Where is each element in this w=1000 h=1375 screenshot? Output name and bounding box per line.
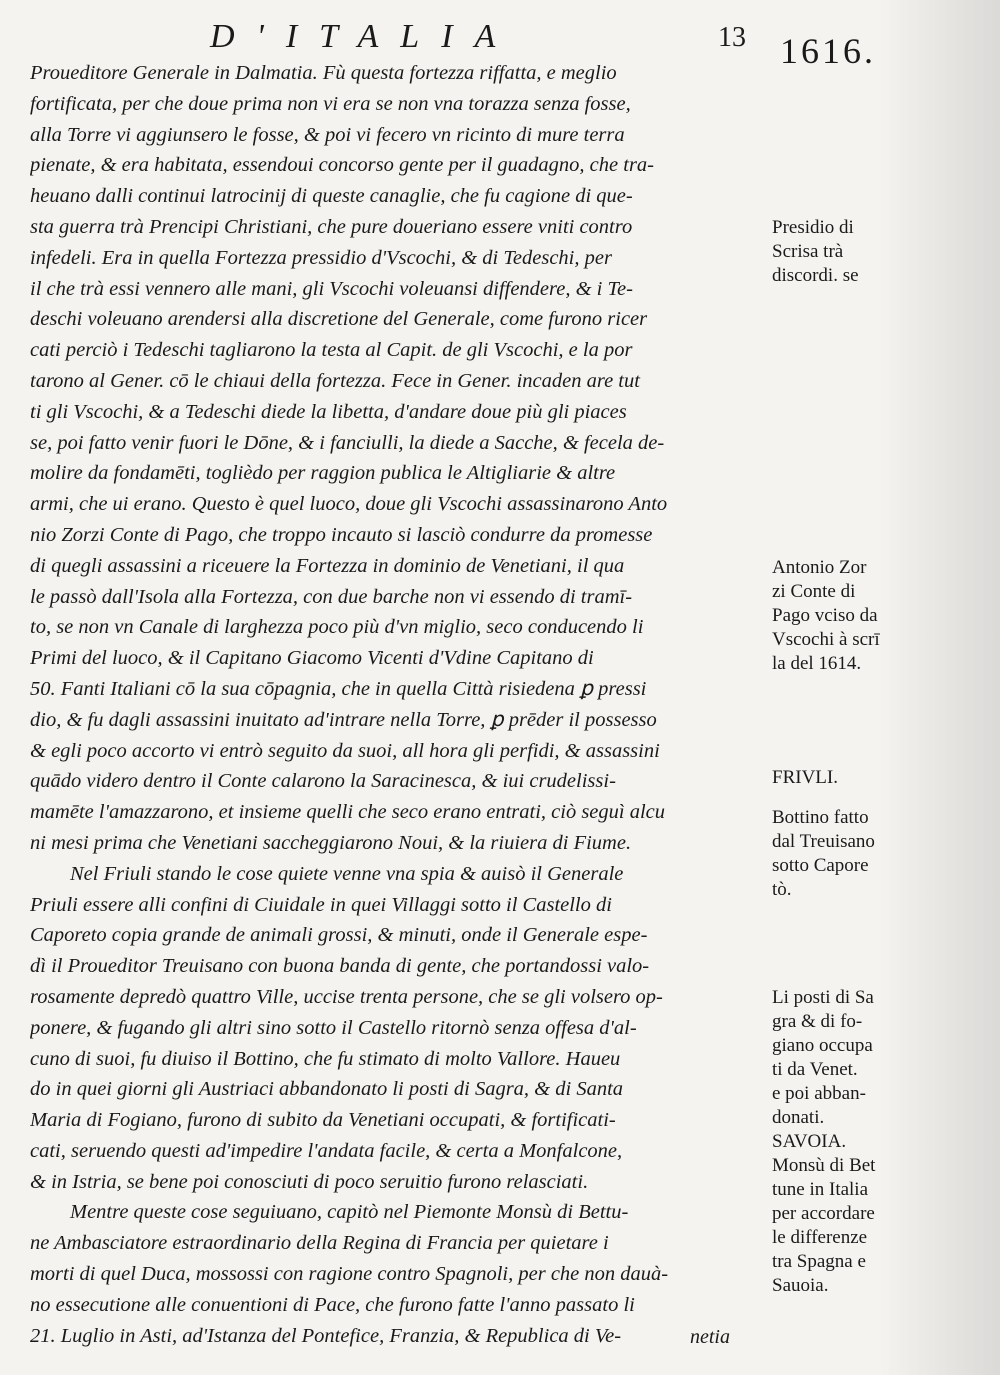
margin-note-line: per accordare	[772, 1203, 875, 1224]
year-heading: 1616.	[780, 31, 876, 71]
body-line: mamēte l'amazzarono, et insieme quelli che seco erano entrati, ciò seguì alcu	[30, 801, 666, 824]
body-line: nio Zorzi Conte di Pago, che troppo incauto si lasciò condurre da promesse	[30, 523, 653, 546]
body-line: cati perciò i Tedeschi tagliarono la testa al Capit. de gli Vscochi, e la por	[30, 339, 633, 362]
margin-note-line: gra & di fo-	[772, 1011, 863, 1032]
margin-note-line: sotto Capore	[772, 855, 869, 876]
body-line: deschi voleuano arendersi alla discretione del Generale, come furono ricer	[30, 308, 648, 331]
body-line: ti gli Vscochi, & a Tedeschi diede la libetta, d'andare doue più gli piaces	[30, 400, 627, 423]
body-line: il che trà essi vennero alle mani, gli Vscochi voleuansi diffendere, & i Te-	[30, 277, 633, 300]
body-line: & in Istria, se bene poi conosciuti di poco seruitio furono relasciati.	[30, 1170, 589, 1193]
body-line: le passò dall'Isola alla Fortezza, con due barche non vi essendo di tramī-	[30, 585, 633, 608]
margin-note-line: Pago vciso da	[772, 605, 878, 626]
margin-note-line: donati.	[772, 1107, 825, 1128]
margin-note-line: zi Conte di	[772, 581, 856, 602]
body-line: to, se non vn Canale di larghezza poco più d'vn miglio, seco conducendo li	[30, 616, 644, 639]
margin-note-line: ti da Venet.	[772, 1059, 858, 1080]
body-line: dio, & fu dagli assassini inuitato ad'intrare nella Torre, ꝑ prēder il possesso	[30, 708, 657, 731]
body-line: Primi del luoco, & il Capitano Giacomo Vicenti d'Vdine Capitano di	[30, 647, 594, 670]
body-line: heuano dalli continui latrocinij di queste canaglie, che fu cagione di que-	[30, 185, 633, 208]
margin-note-line: tra Spagna e	[772, 1251, 866, 1272]
body-line: molire da fondamēti, toglièdo per raggion publica le Altigliarie & altre	[30, 462, 616, 485]
body-line: quādo videro dentro il Conte calarono la Saracinesca, & iui crudelissi-	[30, 770, 616, 793]
margin-note-bettune	[772, 1154, 982, 1298]
margin-note-line: e poi abban-	[772, 1083, 866, 1104]
body-line: Nel Friuli stando le cose quiete venne vna spia & auisò il Generale	[70, 862, 624, 885]
margin-note-presidio	[772, 216, 982, 288]
margin-note-line: tò.	[772, 879, 792, 900]
body-line: ne Ambasciatore estraordinario della Regina di Francia per quietare i	[30, 1232, 609, 1255]
body-line: se, poi fatto venir fuori le Dōne, & i fanciulli, la diede a Sacche, & fecela de-	[30, 431, 665, 454]
body-line: do in quei giorni gli Austriaci abbandonato li posti di Sagra, & di Santa	[30, 1078, 624, 1101]
margin-note-line: Scrisa trà	[772, 241, 844, 262]
body-line: di quegli assassini a riceuere la Fortezza in dominio de Venetiani, il qua	[30, 554, 625, 577]
body-line: armi, che ui erano. Questo è quel luoco, doue gli Vscochi assassinarono Anto	[30, 493, 668, 516]
body-line: dì il Proueditor Treuisano con buona banda di gente, che portandossi valo-	[30, 955, 650, 978]
margin-note-savoia	[772, 1130, 982, 1154]
margin-note-posti	[772, 986, 982, 1130]
margin-note-line: Li posti di Sa	[772, 987, 874, 1008]
body-line: alla Torre vi aggiunsero le fosse, & poi vi fecero vn ricinto di mure terra	[30, 123, 625, 146]
body-line: tarono al Gener. cō le chiaui della fortezza. Fece in Gener. incaden are tut	[30, 369, 640, 392]
margin-note-line: Presidio di	[772, 217, 854, 238]
running-title: D'ITALIA	[210, 18, 518, 55]
margin-note-line: le differenze	[772, 1227, 868, 1248]
body-line: sta guerra trà Prencipi Christiani, che pure doueriano essere vniti contro	[30, 215, 633, 238]
body-line: Maria di Fogiano, furono di subito da Venetiani occupati, & fortificati-	[30, 1109, 616, 1132]
body-line: Proueditore Generale in Dalmatia. Fù questa fortezza riffatta, e meglio	[30, 62, 617, 84]
body-line: cuno di suoi, fu diuiso il Bottino, che fu stimato di molto Vallore. Haueu	[30, 1047, 621, 1070]
margin-note-zorzi	[772, 556, 982, 676]
body-line: infedeli. Era in quella Fortezza pressidio d'Vscochi, & di Tedeschi, per	[30, 246, 612, 269]
body-line: & egli poco accorto vi entrò seguito da suoi, all hora gli perfidi, & assassini	[30, 739, 660, 762]
margin-note-line: FRIVLI.	[772, 767, 838, 788]
body-line: Priuli essere alli confini di Ciuidale in quei Villaggi sotto il Castello di	[30, 893, 612, 916]
margin-note-line: Monsù di Bet	[772, 1155, 876, 1176]
body-line: Caporeto copia grande de animali grossi, & minuti, onde il Generale espe-	[30, 924, 648, 947]
margin-note-line: Bottino fatto	[772, 807, 869, 828]
body-line: Mentre queste cose seguiuano, capitò nel Piemonte Monsù di Bettu-	[70, 1201, 629, 1224]
body-line: ponere, & fugando gli altri sino sotto il Castello ritornò senza offesa d'al-	[30, 1016, 637, 1039]
margin-note-line: Antonio Zor	[772, 557, 867, 578]
body-line: no essecutione alle conuentioni di Pace, che furono fatte l'anno passato li	[30, 1293, 635, 1316]
margin-note-line: dal Treuisano	[772, 831, 875, 852]
margin-note-line: discordi. se	[772, 265, 859, 286]
margin-note-line: SAVOIA.	[772, 1131, 847, 1152]
body-line: pienate, & era habitata, essendoui concorso gente per il guadagno, che tra-	[30, 154, 655, 177]
margin-note-line: Vscochi à scrī	[772, 629, 880, 650]
body-line: morti di quel Duca, mossossi con ragione contro Spagnoli, per che non dauà-	[30, 1263, 669, 1286]
body-line: 21. Luglio in Asti, ad'Istanza del Pontefice, Franzia, & Republica di Ve-	[30, 1324, 622, 1347]
margin-note-line: tune in Italia	[772, 1179, 869, 1200]
margin-note-line: la del 1614.	[772, 653, 862, 674]
margin-note-friuli	[772, 766, 982, 790]
body-line: 50. Fanti Italiani cō la sua cōpagnia, che in quella Città risiedena ꝑ pressi	[30, 677, 647, 700]
page-number: 13	[718, 22, 746, 53]
margin-note-line: giano occupa	[772, 1035, 873, 1056]
margin-note-line: Sauoia.	[772, 1275, 829, 1296]
body-line: fortificata, per che doue prima non vi era se non vna torazza senza fosse,	[30, 92, 631, 115]
body-text	[30, 58, 770, 1351]
catchword: netia	[690, 1326, 730, 1348]
body-line: rosamente depredò quattro Ville, uccise trenta persone, che se gli volsero op-	[30, 985, 663, 1008]
body-line: ni mesi prima che Venetiani saccheggiarono Noui, & la riuiera di Fiume.	[30, 831, 632, 854]
body-line: cati, seruendo questi ad'impedire l'andata facile, & certa a Monfalcone,	[30, 1139, 623, 1162]
margin-note-bottino	[772, 806, 982, 902]
